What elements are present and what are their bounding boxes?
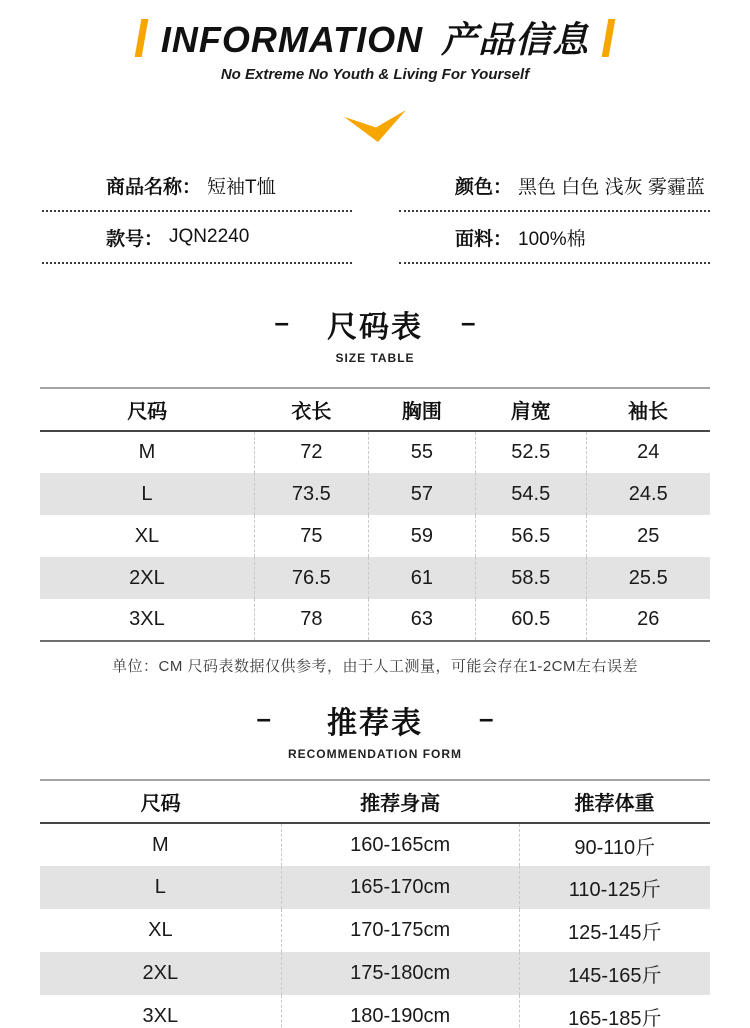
table-row <box>40 995 710 1028</box>
page-title-en: INFORMATION <box>160 19 424 60</box>
cell: XL <box>134 524 160 547</box>
cell: 61 <box>368 557 475 599</box>
cell: M <box>152 833 169 856</box>
info-field-label: 款号： <box>106 228 164 250</box>
cell: 57 <box>368 473 475 515</box>
table-row <box>40 557 710 599</box>
table-row <box>40 866 710 909</box>
col-header-size: 尺码 <box>140 793 181 815</box>
info-field-value: JQN2240 <box>169 226 250 247</box>
cell: 63 <box>368 599 475 641</box>
cell: 72 <box>254 431 368 473</box>
col-header-weight: 推荐体重 <box>574 793 655 815</box>
cell: 73.5 <box>254 473 368 515</box>
cell: 55 <box>368 431 475 473</box>
info-field-value: 黑色 白色 浅灰 雾霾蓝 <box>518 176 705 198</box>
cell: 25.5 <box>586 557 710 599</box>
col-header-chest: 胸围 <box>401 401 442 423</box>
accent-bar-left <box>134 19 148 57</box>
table-row <box>40 599 710 641</box>
cell: 2XL <box>142 962 179 984</box>
cell: M <box>138 441 156 463</box>
rec-table-section-title <box>0 698 750 761</box>
cell: 76.5 <box>254 557 368 599</box>
cell: 175-180cm <box>281 952 519 995</box>
col-header-height: 推荐身高 <box>360 793 441 815</box>
cell: L <box>141 482 153 505</box>
cell: XL <box>148 919 173 941</box>
cell: 59 <box>368 515 475 557</box>
chevron-down-icon <box>0 110 750 142</box>
page-title-zh: 产品信息 <box>441 19 590 60</box>
cell: 125-145斤 <box>519 909 710 952</box>
cell: 110-125斤 <box>519 866 710 909</box>
section-title-rec-text: 推荐表 <box>327 707 423 740</box>
table-row <box>40 515 710 557</box>
cell: 24 <box>586 431 710 473</box>
title-dash-right: – <box>461 306 476 337</box>
cell: 56.5 <box>475 515 586 557</box>
table-row <box>40 952 710 995</box>
recommendation-table <box>40 779 710 1028</box>
page-title <box>161 12 589 63</box>
title-dash-right: – <box>479 702 494 733</box>
col-header-sleeve: 袖长 <box>628 401 668 423</box>
info-field-value: 100%棉 <box>518 228 586 250</box>
cell: 58.5 <box>475 557 586 599</box>
rec-table-header-row <box>40 780 710 823</box>
size-table-note: 单位：CM 尺码表数据仅供参考，由于人工测量，可能会存在1-2CM左右误差 <box>111 658 638 675</box>
accent-bar-right <box>602 19 616 57</box>
info-field-label: 商品名称： <box>106 176 202 198</box>
section-title-rec <box>0 698 750 742</box>
cell: 145-165斤 <box>519 952 710 995</box>
cell: 60.5 <box>475 599 586 641</box>
size-table-section-title <box>0 302 750 365</box>
cell: 52.5 <box>475 431 586 473</box>
header-section <box>0 12 750 63</box>
info-field-value: 短袖T恤 <box>207 176 276 198</box>
info-field-product-name <box>42 160 352 212</box>
cell: 78 <box>254 599 368 641</box>
cell: 165-185斤 <box>519 995 710 1028</box>
info-field-label: 颜色： <box>455 176 513 198</box>
col-header-length: 衣长 <box>291 401 332 423</box>
info-field-fabric <box>399 212 710 264</box>
table-row <box>40 431 710 473</box>
cell: L <box>154 876 166 898</box>
info-field-color <box>399 160 710 212</box>
section-title-size <box>0 302 750 346</box>
table-row <box>40 909 710 952</box>
cell: 180-190cm <box>281 995 519 1028</box>
cell: 160-165cm <box>281 823 519 866</box>
cell: 170-175cm <box>281 909 519 952</box>
section-subtitle-size: SIZE TABLE <box>335 351 415 365</box>
info-field-label: 面料： <box>455 228 513 250</box>
cell: 25 <box>586 515 710 557</box>
cell: 3XL <box>142 1004 179 1027</box>
col-header-size: 尺码 <box>127 401 168 423</box>
cell: 90-110斤 <box>519 823 710 866</box>
table-row <box>40 473 710 515</box>
section-title-size-text: 尺码表 <box>327 311 423 344</box>
title-dash-left: – <box>274 306 289 337</box>
section-subtitle-rec: RECOMMENDATION FORM <box>287 747 463 761</box>
info-field-style-number <box>42 212 352 264</box>
cell: 24.5 <box>586 473 710 515</box>
size-table <box>40 387 710 642</box>
cell: 165-170cm <box>281 866 519 909</box>
table-row <box>40 823 710 866</box>
product-info-section <box>42 160 710 264</box>
cell: 2XL <box>129 566 165 589</box>
cell: 3XL <box>129 608 165 630</box>
cell: 75 <box>254 515 368 557</box>
page-subtitle: No Extreme No Youth & Living For Yourself <box>220 66 530 83</box>
cell: 26 <box>586 599 710 641</box>
cell: 54.5 <box>475 473 586 515</box>
size-table-header-row <box>40 388 710 431</box>
col-header-shoulder: 肩宽 <box>510 401 551 423</box>
title-dash-left: – <box>256 702 271 733</box>
